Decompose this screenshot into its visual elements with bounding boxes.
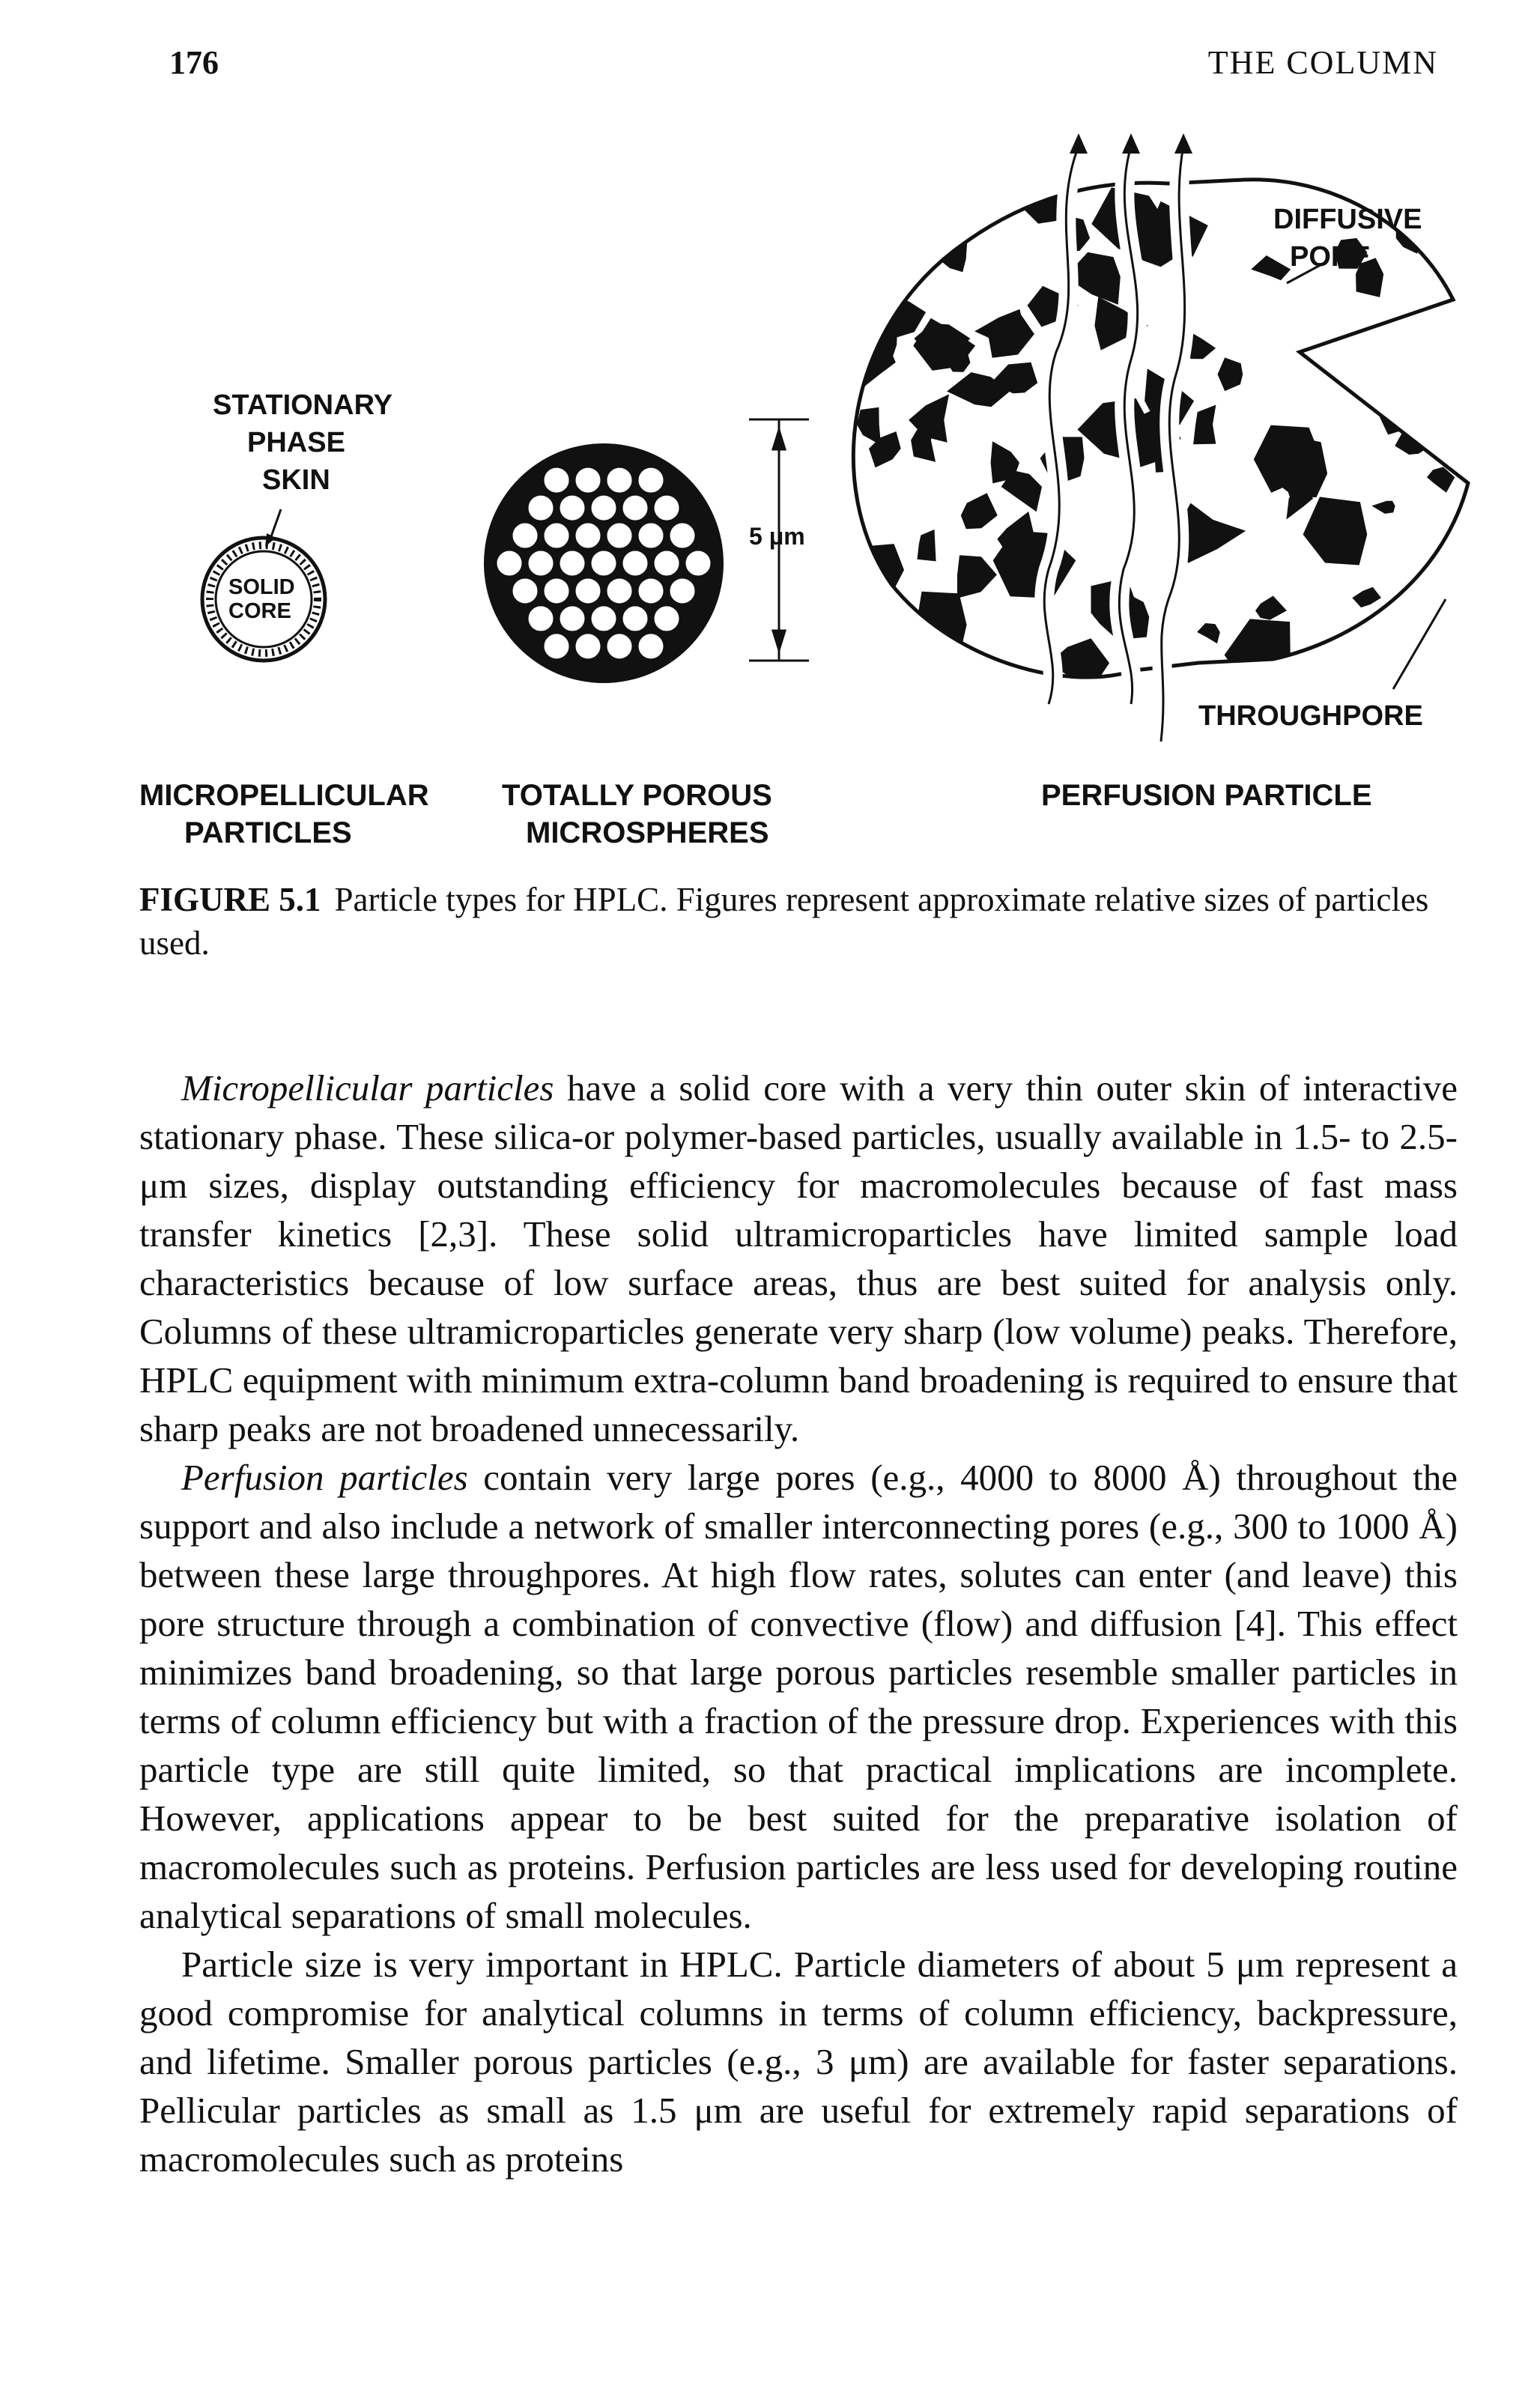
paragraph-text: contain very large pores (e.g., 4000 to 8000 Å) throughout the support and also include a network of smaller interconnecting pores (e.g., 300 to 1000 Å) between these large throughpores. At high flow rates, solutes can enter (and leave) this pore structure through a combination of convective (flow) and diffusion [4]. This effect minimizes band broadening, so that large porous particles resemble smaller particles in terms of column efficiency but with a fraction of the pressure drop. Experiences with this particle type are still quite limited, so that practical implications are incomplete. However, applications appear to be best suited for the preparative isolation of macromolecules such as proteins. Perfusion particles are less used for developing routine analytical separations of small molecules. — [139, 1457, 1458, 1936]
totally-porous-label: TOTALLY POROUS — [502, 779, 772, 812]
porous-sphere — [575, 522, 601, 549]
porous-sphere — [512, 577, 539, 604]
micropellicular-label: MICROPELLICULAR — [139, 779, 429, 812]
porous-sphere — [527, 494, 554, 521]
porous-sphere — [543, 633, 570, 660]
porous-sphere — [512, 522, 539, 549]
solid-core-label-line2: CORE — [228, 599, 291, 623]
page-number: 176 — [169, 44, 219, 81]
porous-sphere — [527, 605, 554, 632]
porous-sphere — [575, 577, 601, 604]
pore-network-blob — [916, 592, 966, 657]
porous-sphere — [590, 550, 617, 577]
scale-label: 5 μm — [749, 523, 805, 550]
term-perfusion: Perfusion particles — [181, 1457, 468, 1498]
porous-sphere — [543, 577, 570, 604]
porous-sphere — [527, 550, 554, 577]
porous-sphere — [622, 550, 649, 577]
porous-sphere — [559, 494, 586, 521]
porous-sphere — [637, 633, 664, 660]
figure-particle-types — [0, 0, 1534, 876]
stationary-phase-label-line3: SKIN — [262, 464, 330, 496]
totally-porous-microsphere-illustration — [484, 443, 724, 683]
paragraph-text: Particle size is very important in HPLC. Particle diameters of about 5 μm represent a good compromise for analytical columns in terms of column efficiency, backpressure, and lifetime. Smaller porous particles (e.g., 3 μm) are available for faster separations. Pellicular particles as small as 1.5 μm are useful for extremely rapid separations of macromolecules such as proteins — [139, 1944, 1458, 2180]
porous-sphere — [559, 550, 586, 577]
porous-sphere — [653, 605, 680, 632]
diffusive-pore-label-line2: PORE — [1290, 241, 1371, 273]
figure-caption — [139, 878, 1458, 965]
porous-sphere — [669, 522, 696, 549]
porous-sphere — [543, 522, 570, 549]
porous-sphere — [606, 633, 633, 660]
porous-sphere — [622, 494, 649, 521]
pore-network-blob — [1440, 309, 1475, 330]
paragraph-particle-size — [139, 1940, 1458, 2183]
porous-sphere — [637, 522, 664, 549]
porous-sphere — [590, 605, 617, 632]
throughpore-label: THROUGHPORE — [1198, 700, 1423, 732]
paragraph-text: have a solid core with a very thin outer skin of interactive stationary phase. These silica-or polymer-based particles, usually available in 1.5- to 2.5-μm sizes, display outstanding efficiency for macromolecules because of fast mass transfer kinetics [2,3]. These solid ultramicroparticles have limited sample load characteristics because of low surface areas, thus are best suited for analysis only. Columns of these ultramicroparticles generate very sharp (low volume) peaks. Therefore, HPLC equipment with minimum extra-column band broadening is required to ensure that sharp peaks are not broadened unnecessarily. — [139, 1067, 1458, 1449]
diffusive-pore-label: DIFFUSIVE — [1273, 204, 1422, 235]
porous-sphere — [637, 467, 664, 494]
figure-caption-label: FIGURE 5.1 — [139, 881, 321, 918]
porous-sphere — [496, 550, 523, 577]
porous-sphere — [575, 633, 601, 660]
porous-sphere — [637, 577, 664, 604]
solid-core-label: SOLID — [228, 575, 295, 599]
running-head: THE COLUMN — [1207, 44, 1438, 81]
porous-sphere — [543, 467, 570, 494]
porous-sphere — [606, 522, 633, 549]
perfusion-particle-label: PERFUSION PARTICLE — [1041, 779, 1372, 812]
pore-network-blob — [1389, 637, 1430, 671]
porous-sphere — [575, 467, 601, 494]
term-micropellicular: Micropellicular particles — [181, 1067, 554, 1109]
body-text — [139, 1064, 1458, 2183]
stationary-phase-label: STATIONARY — [213, 389, 392, 421]
stationary-phase-label-line2: PHASE — [247, 427, 345, 458]
micropellicular-label-line2: PARTICLES — [184, 816, 352, 849]
porous-sphere — [606, 467, 633, 494]
porous-sphere — [559, 605, 586, 632]
totally-porous-label-line2: MICROSPHERES — [526, 816, 769, 849]
porous-sphere — [606, 577, 633, 604]
paragraph-perfusion — [139, 1453, 1458, 1940]
pore-network-blob — [1377, 392, 1405, 412]
porous-sphere — [590, 494, 617, 521]
pore-network-blob — [848, 544, 904, 593]
porous-sphere — [669, 577, 696, 604]
porous-sphere — [653, 550, 680, 577]
porous-sphere — [622, 605, 649, 632]
figure-caption-text: Particle types for HPLC. Figures represent approximate relative sizes of particles used. — [139, 881, 1429, 962]
porous-sphere — [653, 494, 680, 521]
porous-sphere — [685, 550, 712, 577]
paragraph-micropellicular — [139, 1064, 1458, 1453]
